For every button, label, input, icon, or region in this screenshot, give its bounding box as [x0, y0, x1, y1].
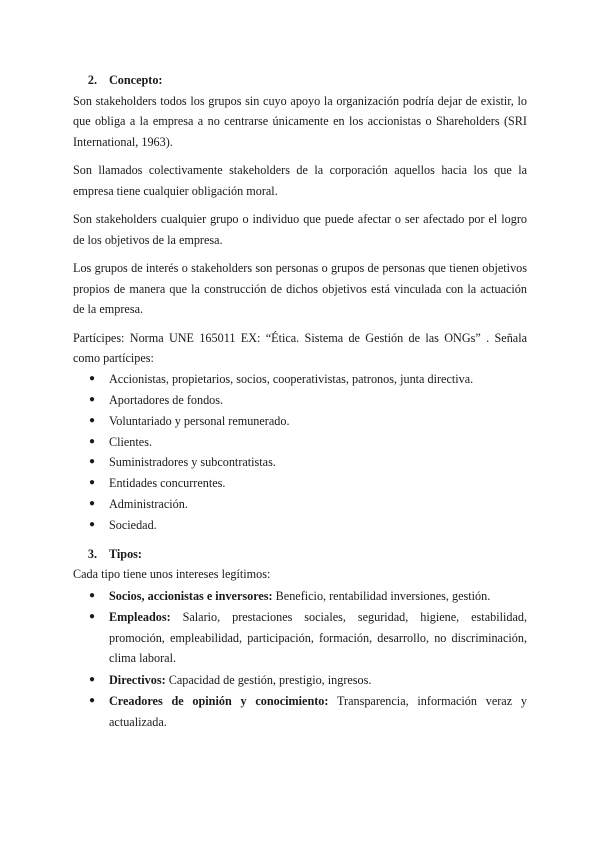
- type-label: Creadores de opinión y conocimiento:: [109, 694, 329, 709]
- bullet-icon: ●: [89, 695, 96, 707]
- bullet-icon: ●: [89, 477, 96, 489]
- bullet-icon: ●: [89, 414, 96, 426]
- list-item: [73, 670, 527, 691]
- list-item: ● Sociedad.: [73, 515, 527, 536]
- list-item: ● Accionistas, propietarios, socios, cooperativistas, patronos, junta directiva.: [73, 369, 527, 390]
- list-item: ● Suministradores y subcontratistas.: [73, 452, 527, 473]
- bullet-icon: ●: [89, 673, 96, 685]
- bullet-icon: ●: [89, 519, 96, 531]
- paragraph-1: Son stakeholders todos los grupos sin cuyo apoyo la organización podría dejar de existir, lo que obliga a la empresa a no centrarse únicamente en los accionistas o Shareholders (SRI International, 1963).: [73, 93, 527, 149]
- list-item: ● Voluntariado y personal remunerado.: [73, 411, 527, 432]
- paragraph-3: Son stakeholders cualquier grupo o individuo que puede afectar o ser afectado por el logro de los objetivos de la empresa.: [73, 212, 527, 247]
- bullet-icon: ●: [89, 393, 96, 405]
- section-number: 2.: [87, 73, 97, 87]
- bullet-icon: ●: [89, 372, 96, 384]
- document-body: [73, 70, 527, 732]
- list-item: ● Administración.: [73, 494, 527, 515]
- bullet-icon: ●: [89, 611, 96, 623]
- section-3-heading: [73, 544, 527, 565]
- bullet-icon: ●: [89, 456, 96, 468]
- section-2-heading: [73, 70, 527, 91]
- paragraph-2: Son llamados colectivamente stakeholders de la corporación aquellos hacia los que la empresa tiene cualquier obligación moral.: [73, 163, 527, 198]
- list-item: [73, 607, 527, 669]
- bullet-icon: ●: [89, 435, 96, 447]
- list-item: [73, 586, 527, 607]
- bullet-icon: ●: [89, 589, 96, 601]
- type-interests: Salario, prestaciones sociales, seguridad, higiene, estabilidad, promoción, empleabilidad, participación, formación, desarrollo, no discriminación, clima laboral.: [109, 610, 527, 666]
- types-list: [73, 586, 527, 733]
- list-item: ● Aportadores de fondos.: [73, 390, 527, 411]
- type-label: Directivos:: [109, 672, 166, 687]
- section-title: Tipos:: [109, 546, 142, 561]
- list-item: ● Clientes.: [73, 432, 527, 453]
- type-interests: Beneficio, rentabilidad inversiones, gestión.: [272, 588, 491, 603]
- participes-list: [73, 369, 527, 536]
- types-intro: Cada tipo tiene unos intereses legítimos:: [73, 567, 271, 582]
- type-label: Empleados:: [109, 610, 171, 625]
- list-item: [73, 691, 527, 732]
- type-label: Socios, accionistas e inversores:: [109, 588, 273, 603]
- section-number: 3.: [87, 546, 97, 561]
- paragraph-4: Los grupos de interés o stakeholders son personas o grupos de personas que tienen objetivos propios de manera que la construcción de dichos objetivos está vinculada con la actuación de la empresa.: [73, 261, 527, 316]
- list-item: ● Entidades concurrentes.: [73, 473, 527, 494]
- paragraph-5: Partícipes: Norma UNE 165011 EX: “Ética. Sistema de Gestión de las ONGs” . Señala como partícipes:: [73, 330, 527, 365]
- type-interests: Transparencia, información veraz y actualizada.: [109, 694, 527, 729]
- type-interests: Capacidad de gestión, prestigio, ingresos.: [165, 672, 372, 687]
- section-title: Concepto:: [109, 73, 163, 87]
- bullet-icon: ●: [89, 498, 96, 510]
